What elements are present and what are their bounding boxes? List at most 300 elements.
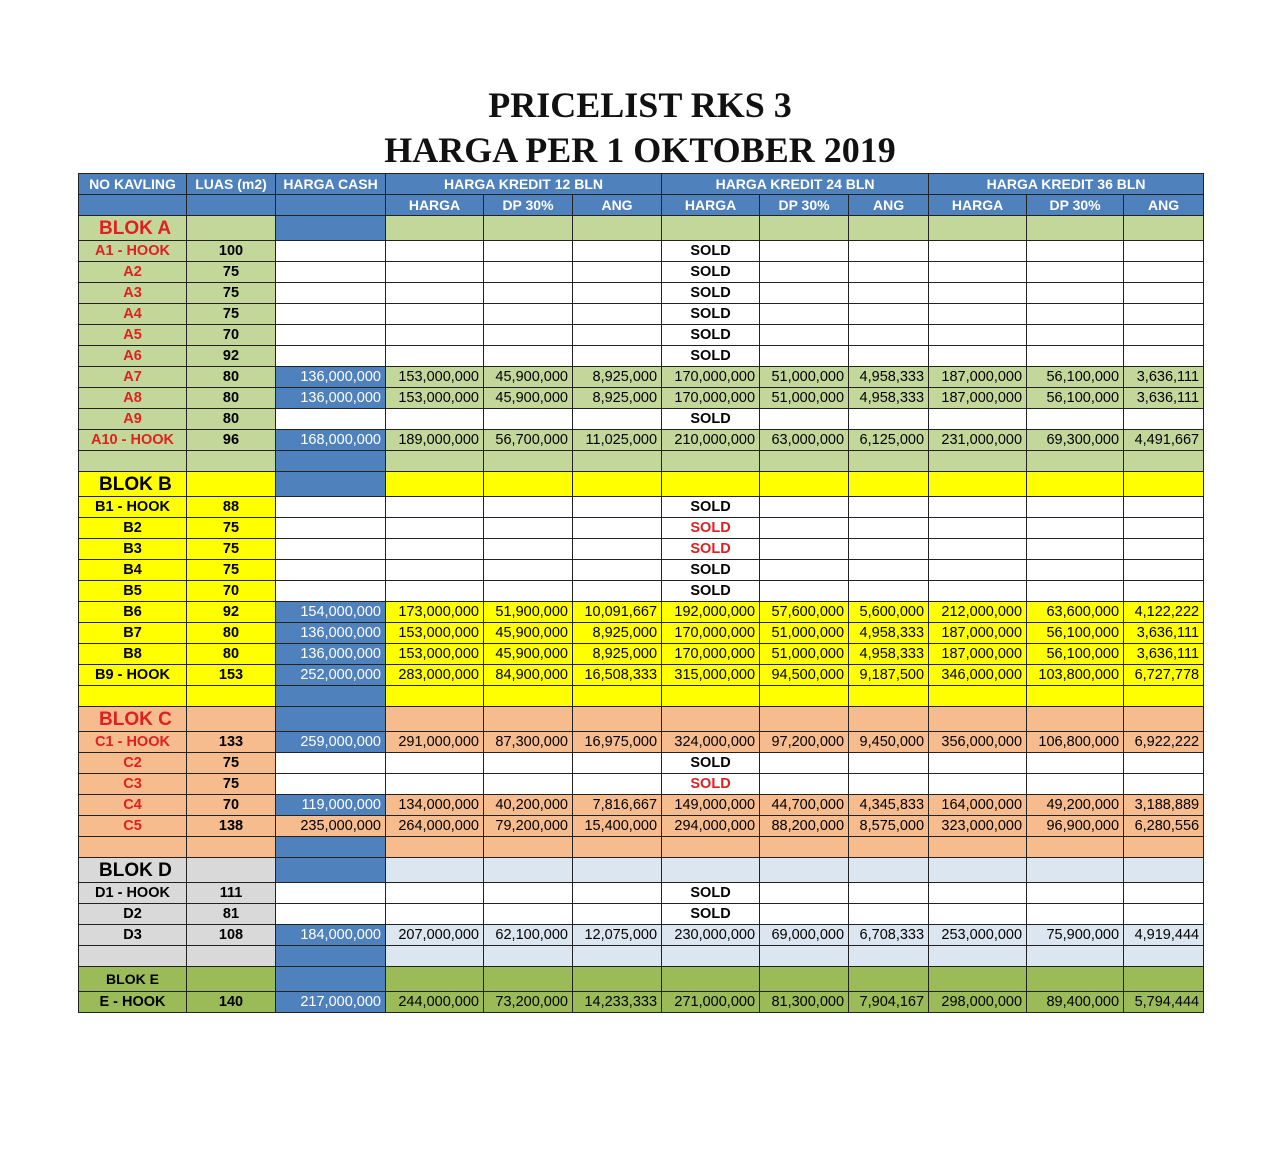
empty-cell — [573, 409, 662, 430]
header-kredit-24: HARGA KREDIT 24 BLN — [662, 174, 929, 195]
k12-ang-value: 16,975,000 — [573, 732, 662, 753]
block-header-luas-cell — [187, 216, 276, 241]
empty-cell — [1027, 539, 1124, 560]
harga-cash-value: 235,000,000 — [276, 816, 386, 837]
block-header-cell — [1124, 707, 1204, 732]
luas-value: 111 — [187, 883, 276, 904]
table-row — [79, 539, 1204, 560]
spacer-cell — [849, 451, 929, 472]
luas-value: 75 — [187, 753, 276, 774]
block-header-cell — [573, 216, 662, 241]
sold-label: SOLD — [662, 560, 760, 581]
k36-ang-value: 6,280,556 — [1124, 816, 1204, 837]
empty-cell — [929, 497, 1027, 518]
spacer-cell — [662, 946, 760, 967]
spacer-cell — [849, 837, 929, 858]
luas-value: 80 — [187, 409, 276, 430]
k36-ang-value: 6,922,222 — [1124, 732, 1204, 753]
spacer-cell — [386, 837, 484, 858]
spacer-cell — [484, 451, 573, 472]
block-header-cell — [573, 472, 662, 497]
k24-dp-value: 51,000,000 — [760, 644, 849, 665]
kavling-id: A1 - HOOK — [79, 241, 187, 262]
k36-harga-value: 346,000,000 — [929, 665, 1027, 686]
block-header-cell — [849, 707, 929, 732]
block-name: BLOK E — [79, 967, 187, 992]
spacer-cell — [386, 686, 484, 707]
empty-cell — [1027, 518, 1124, 539]
luas-value: 92 — [187, 602, 276, 623]
empty-cell — [1027, 560, 1124, 581]
table-row — [79, 346, 1204, 367]
empty-cell — [1027, 304, 1124, 325]
k36-ang-value: 4,122,222 — [1124, 602, 1204, 623]
kavling-id: A4 — [79, 304, 187, 325]
k24-dp-value: 51,000,000 — [760, 623, 849, 644]
table-row — [79, 388, 1204, 409]
k12-dp-value: 56,700,000 — [484, 430, 573, 451]
empty-cell — [929, 262, 1027, 283]
empty-cell — [760, 325, 849, 346]
empty-cell — [929, 581, 1027, 602]
kavling-id: C4 — [79, 795, 187, 816]
k24-harga-value: 324,000,000 — [662, 732, 760, 753]
empty-cell — [929, 325, 1027, 346]
block-header-cell — [929, 216, 1027, 241]
luas-value: 75 — [187, 539, 276, 560]
spacer-cell — [187, 837, 276, 858]
pricelist-body — [79, 174, 1204, 1013]
luas-value: 75 — [187, 262, 276, 283]
k24-ang-value: 9,450,000 — [849, 732, 929, 753]
k12-harga-value: 189,000,000 — [386, 430, 484, 451]
k12-dp-value: 87,300,000 — [484, 732, 573, 753]
empty-cell — [929, 518, 1027, 539]
k24-harga-value: 170,000,000 — [662, 644, 760, 665]
header-dp: DP 30% — [484, 195, 573, 216]
luas-value: 96 — [187, 430, 276, 451]
empty-cell — [929, 283, 1027, 304]
empty-cell — [484, 304, 573, 325]
table-row — [79, 753, 1204, 774]
k12-dp-value: 79,200,000 — [484, 816, 573, 837]
empty-cell — [573, 904, 662, 925]
empty-cell — [929, 560, 1027, 581]
k24-dp-value: 63,000,000 — [760, 430, 849, 451]
k24-ang-value: 4,345,833 — [849, 795, 929, 816]
block-header-cell — [386, 472, 484, 497]
table-row — [79, 325, 1204, 346]
block-header-cell — [1124, 216, 1204, 241]
header-kredit-12: HARGA KREDIT 12 BLN — [386, 174, 662, 195]
luas-value: 70 — [187, 795, 276, 816]
k24-ang-value: 4,958,333 — [849, 623, 929, 644]
k24-harga-value: 230,000,000 — [662, 925, 760, 946]
k12-harga-value: 291,000,000 — [386, 732, 484, 753]
block-header-cell — [1124, 472, 1204, 497]
kavling-id: B9 - HOOK — [79, 665, 187, 686]
spacer-cell — [484, 946, 573, 967]
k36-harga-value: 164,000,000 — [929, 795, 1027, 816]
k36-harga-value: 231,000,000 — [929, 430, 1027, 451]
k36-dp-value: 69,300,000 — [1027, 430, 1124, 451]
k12-ang-value: 10,091,667 — [573, 602, 662, 623]
empty-cell — [386, 539, 484, 560]
header-ang: ANG — [1124, 195, 1204, 216]
spacer-cell — [760, 451, 849, 472]
cash-cell-empty — [276, 304, 386, 325]
cash-cell-empty — [276, 241, 386, 262]
harga-cash-value: 252,000,000 — [276, 665, 386, 686]
table-row — [79, 732, 1204, 753]
harga-cash-value: 217,000,000 — [276, 992, 386, 1013]
block-header-cell — [484, 707, 573, 732]
empty-cell — [849, 497, 929, 518]
luas-value: 80 — [187, 623, 276, 644]
sold-label: SOLD — [662, 325, 760, 346]
spacer-cell — [1124, 837, 1204, 858]
empty-cell — [849, 304, 929, 325]
k36-ang-value: 4,491,667 — [1124, 430, 1204, 451]
empty-cell — [573, 883, 662, 904]
empty-cell — [573, 241, 662, 262]
empty-cell — [386, 325, 484, 346]
block-header-luas-cell — [187, 967, 276, 992]
block-header-cell — [573, 707, 662, 732]
block-header-cell — [484, 216, 573, 241]
table-row — [79, 262, 1204, 283]
empty-cell — [386, 883, 484, 904]
k24-dp-value: 69,000,000 — [760, 925, 849, 946]
empty-cell — [1027, 904, 1124, 925]
kavling-id: A8 — [79, 388, 187, 409]
kavling-id: D1 - HOOK — [79, 883, 187, 904]
k12-dp-value: 51,900,000 — [484, 602, 573, 623]
empty-cell — [386, 497, 484, 518]
block-header-cell — [662, 858, 760, 883]
block-header-cell — [929, 472, 1027, 497]
k36-harga-value: 187,000,000 — [929, 644, 1027, 665]
k24-harga-value: 294,000,000 — [662, 816, 760, 837]
k36-ang-value: 3,636,111 — [1124, 388, 1204, 409]
cash-cell-empty — [276, 283, 386, 304]
block-spacer-row — [79, 946, 1204, 967]
harga-cash-value: 184,000,000 — [276, 925, 386, 946]
header-luas: LUAS (m2) — [187, 174, 276, 195]
header-ang: ANG — [849, 195, 929, 216]
empty-cell — [386, 241, 484, 262]
block-header-cash-cell — [276, 216, 386, 241]
empty-cell — [573, 325, 662, 346]
cash-cell-empty — [276, 753, 386, 774]
empty-cell — [849, 283, 929, 304]
spacer-cell — [849, 946, 929, 967]
block-header-row — [79, 216, 1204, 241]
spacer-cell — [573, 686, 662, 707]
spacer-cell — [760, 946, 849, 967]
k36-harga-value: 187,000,000 — [929, 623, 1027, 644]
k24-harga-value: 271,000,000 — [662, 992, 760, 1013]
sold-label: SOLD — [662, 346, 760, 367]
harga-cash-value: 154,000,000 — [276, 602, 386, 623]
empty-cell — [573, 581, 662, 602]
luas-value: 70 — [187, 325, 276, 346]
block-name: BLOK C — [79, 707, 187, 732]
cash-cell-empty — [276, 539, 386, 560]
k36-ang-value: 3,188,889 — [1124, 795, 1204, 816]
k36-ang-value: 3,636,111 — [1124, 644, 1204, 665]
block-header-cell — [484, 858, 573, 883]
k36-dp-value: 56,100,000 — [1027, 623, 1124, 644]
sold-label: SOLD — [662, 883, 760, 904]
spacer-cell — [1027, 451, 1124, 472]
k36-ang-value: 5,794,444 — [1124, 992, 1204, 1013]
block-header-cash-cell — [276, 967, 386, 992]
k12-harga-value: 207,000,000 — [386, 925, 484, 946]
table-row — [79, 644, 1204, 665]
table-row — [79, 367, 1204, 388]
block-header-cash-cell — [276, 472, 386, 497]
empty-cell — [1027, 753, 1124, 774]
sold-label: SOLD — [662, 304, 760, 325]
header-harga: HARGA — [662, 195, 760, 216]
empty-cell — [1124, 539, 1204, 560]
kavling-id: C5 — [79, 816, 187, 837]
block-header-luas-cell — [187, 858, 276, 883]
empty-cell — [1027, 774, 1124, 795]
header-blank — [276, 195, 386, 216]
k36-dp-value: 63,600,000 — [1027, 602, 1124, 623]
k24-dp-value: 51,000,000 — [760, 388, 849, 409]
block-header-row — [79, 472, 1204, 497]
empty-cell — [760, 753, 849, 774]
block-spacer-row — [79, 837, 1204, 858]
sold-label: SOLD — [662, 774, 760, 795]
k36-ang-value: 3,636,111 — [1124, 623, 1204, 644]
empty-cell — [929, 883, 1027, 904]
table-row — [79, 430, 1204, 451]
block-header-cell — [929, 858, 1027, 883]
spacer-cell — [276, 686, 386, 707]
sold-label: SOLD — [662, 539, 760, 560]
empty-cell — [760, 241, 849, 262]
empty-cell — [484, 539, 573, 560]
k36-harga-value: 187,000,000 — [929, 388, 1027, 409]
k24-dp-value: 88,200,000 — [760, 816, 849, 837]
k12-ang-value: 11,025,000 — [573, 430, 662, 451]
kavling-id: B6 — [79, 602, 187, 623]
empty-cell — [1027, 497, 1124, 518]
header-ang: ANG — [573, 195, 662, 216]
spacer-cell — [1124, 686, 1204, 707]
k24-harga-value: 315,000,000 — [662, 665, 760, 686]
k24-ang-value: 6,708,333 — [849, 925, 929, 946]
header-harga: HARGA — [929, 195, 1027, 216]
block-header-luas-cell — [187, 707, 276, 732]
block-header-cell — [662, 216, 760, 241]
empty-cell — [484, 409, 573, 430]
sold-label: SOLD — [662, 518, 760, 539]
table-row — [79, 304, 1204, 325]
kavling-id: B8 — [79, 644, 187, 665]
empty-cell — [484, 262, 573, 283]
empty-cell — [760, 346, 849, 367]
k24-harga-value: 170,000,000 — [662, 388, 760, 409]
k12-ang-value: 8,925,000 — [573, 367, 662, 388]
k24-harga-value: 192,000,000 — [662, 602, 760, 623]
spacer-cell — [276, 946, 386, 967]
block-header-row — [79, 967, 1204, 992]
empty-cell — [849, 774, 929, 795]
empty-cell — [849, 325, 929, 346]
empty-cell — [929, 539, 1027, 560]
cash-cell-empty — [276, 346, 386, 367]
luas-value: 75 — [187, 560, 276, 581]
harga-cash-value: 168,000,000 — [276, 430, 386, 451]
empty-cell — [1124, 497, 1204, 518]
empty-cell — [484, 497, 573, 518]
luas-value: 81 — [187, 904, 276, 925]
empty-cell — [849, 346, 929, 367]
harga-cash-value: 136,000,000 — [276, 623, 386, 644]
header-harga-cash: HARGA CASH — [276, 174, 386, 195]
empty-cell — [929, 753, 1027, 774]
table-row — [79, 283, 1204, 304]
empty-cell — [484, 883, 573, 904]
spacer-cell — [386, 946, 484, 967]
spacer-cell — [760, 837, 849, 858]
sold-label: SOLD — [662, 497, 760, 518]
luas-value: 138 — [187, 816, 276, 837]
pricelist-table — [78, 173, 1204, 1013]
k12-ang-value: 14,233,333 — [573, 992, 662, 1013]
block-header-cell — [1124, 858, 1204, 883]
empty-cell — [484, 774, 573, 795]
block-header-cell — [573, 858, 662, 883]
empty-cell — [1027, 346, 1124, 367]
sold-label: SOLD — [662, 283, 760, 304]
empty-cell — [573, 774, 662, 795]
harga-cash-value: 119,000,000 — [276, 795, 386, 816]
table-row — [79, 409, 1204, 430]
spacer-cell — [276, 451, 386, 472]
block-header-cell — [386, 707, 484, 732]
k12-harga-value: 153,000,000 — [386, 388, 484, 409]
k36-dp-value: 49,200,000 — [1027, 795, 1124, 816]
block-header-cell — [760, 216, 849, 241]
empty-cell — [573, 753, 662, 774]
empty-cell — [849, 518, 929, 539]
kavling-id: A10 - HOOK — [79, 430, 187, 451]
header-kredit-36: HARGA KREDIT 36 BLN — [929, 174, 1204, 195]
empty-cell — [484, 518, 573, 539]
cash-cell-empty — [276, 262, 386, 283]
cash-cell-empty — [276, 774, 386, 795]
block-header-cell — [386, 858, 484, 883]
empty-cell — [929, 241, 1027, 262]
empty-cell — [1124, 753, 1204, 774]
kavling-id: C3 — [79, 774, 187, 795]
k36-dp-value: 56,100,000 — [1027, 367, 1124, 388]
spacer-cell — [1027, 837, 1124, 858]
empty-cell — [1124, 241, 1204, 262]
table-row — [79, 497, 1204, 518]
empty-cell — [849, 241, 929, 262]
empty-cell — [1027, 325, 1124, 346]
sold-label: SOLD — [662, 241, 760, 262]
empty-cell — [1124, 581, 1204, 602]
header-blank — [79, 195, 187, 216]
k36-ang-value: 3,636,111 — [1124, 367, 1204, 388]
empty-cell — [849, 904, 929, 925]
block-header-cell — [484, 472, 573, 497]
empty-cell — [573, 283, 662, 304]
k12-dp-value: 73,200,000 — [484, 992, 573, 1013]
k36-ang-value: 6,727,778 — [1124, 665, 1204, 686]
luas-value: 80 — [187, 367, 276, 388]
block-name: BLOK D — [79, 858, 187, 883]
empty-cell — [1124, 518, 1204, 539]
cash-cell-empty — [276, 325, 386, 346]
k24-dp-value: 97,200,000 — [760, 732, 849, 753]
cash-cell-empty — [276, 409, 386, 430]
block-header-cell — [662, 967, 760, 992]
sold-label: SOLD — [662, 409, 760, 430]
block-header-cell — [662, 707, 760, 732]
header-harga: HARGA — [386, 195, 484, 216]
k12-ang-value: 15,400,000 — [573, 816, 662, 837]
luas-value: 75 — [187, 518, 276, 539]
block-header-row — [79, 858, 1204, 883]
block-header-cell — [760, 858, 849, 883]
spacer-cell — [662, 837, 760, 858]
luas-value: 70 — [187, 581, 276, 602]
luas-value: 75 — [187, 304, 276, 325]
table-row — [79, 795, 1204, 816]
sold-label: SOLD — [662, 581, 760, 602]
kavling-id: E - HOOK — [79, 992, 187, 1013]
empty-cell — [1124, 283, 1204, 304]
empty-cell — [760, 539, 849, 560]
empty-cell — [760, 774, 849, 795]
k12-ang-value: 8,925,000 — [573, 623, 662, 644]
block-name: BLOK A — [79, 216, 187, 241]
k24-dp-value: 81,300,000 — [760, 992, 849, 1013]
k12-harga-value: 153,000,000 — [386, 367, 484, 388]
luas-value: 100 — [187, 241, 276, 262]
block-name: BLOK B — [79, 472, 187, 497]
empty-cell — [484, 904, 573, 925]
k36-harga-value: 187,000,000 — [929, 367, 1027, 388]
block-header-cell — [849, 216, 929, 241]
spacer-cell — [573, 451, 662, 472]
k24-dp-value: 94,500,000 — [760, 665, 849, 686]
empty-cell — [386, 346, 484, 367]
kavling-id: B5 — [79, 581, 187, 602]
empty-cell — [760, 497, 849, 518]
block-header-luas-cell — [187, 472, 276, 497]
k24-ang-value: 8,575,000 — [849, 816, 929, 837]
block-header-row — [79, 707, 1204, 732]
empty-cell — [386, 774, 484, 795]
cash-cell-empty — [276, 560, 386, 581]
luas-value: 140 — [187, 992, 276, 1013]
block-spacer-row — [79, 686, 1204, 707]
kavling-id: A9 — [79, 409, 187, 430]
spacer-cell — [929, 837, 1027, 858]
harga-cash-value: 136,000,000 — [276, 367, 386, 388]
page-title: PRICELIST RKS 3 — [488, 85, 792, 125]
